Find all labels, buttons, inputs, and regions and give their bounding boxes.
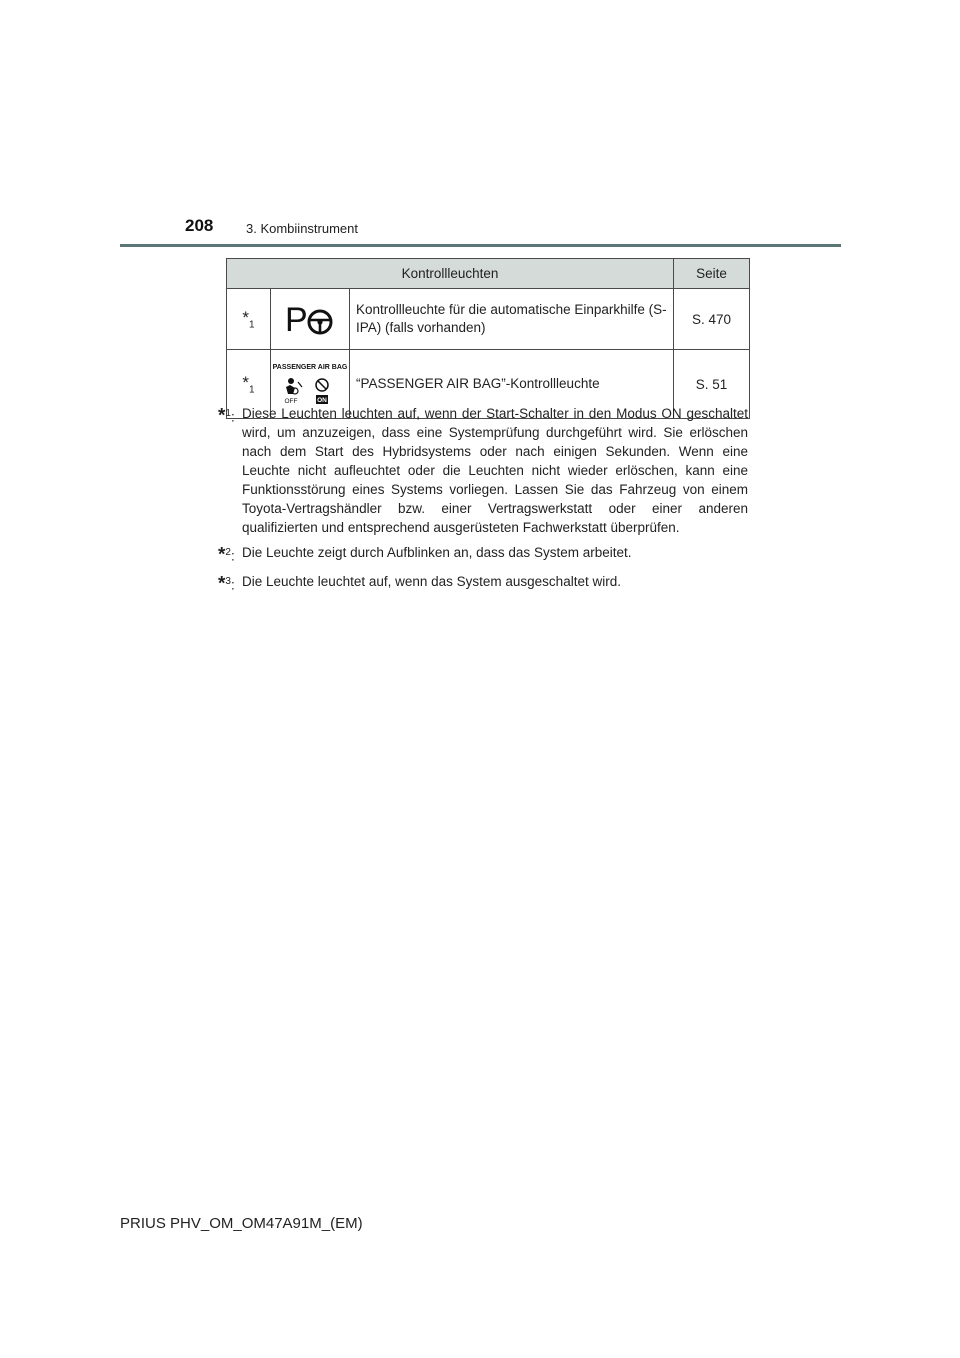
- airbag-occupant-icon: [286, 378, 302, 394]
- lamp-description: “PASSENGER AIR BAG”-Kontrollleuchte: [350, 350, 674, 419]
- footnote-3: *$^3$: Die Leuchte leuchtet auf, wenn das System ausgeschaltet wird.: [218, 572, 748, 595]
- footnote-text: Die Leuchte leuchtet auf, wenn das System ausgeschaltet wird.: [242, 573, 621, 589]
- airbag-disabled-icon: [316, 379, 328, 391]
- footnote-mark: $*_1$: [227, 289, 271, 350]
- footnote-2: *$^2$: Die Leuchte zeigt durch Aufblinken an, dass das System arbeitet.: [218, 543, 748, 566]
- airbag-off-label: OFF: [284, 397, 298, 405]
- airbag-label: PASSENGER AIR BAG: [272, 363, 348, 371]
- page-reference: S. 470: [674, 289, 750, 350]
- page-number: 208: [185, 216, 214, 235]
- footnote-text: Diese Leuchten leuchten auf, wenn der Start-Schalter in den Modus ON geschaltet wird, um anzuzeigen, dass eine Systemprüfung durchgeführt wird. Sie erlöschen nach dem Start des Hybridsystems oder nach einigen Sekunden. Wenn eine Leuchte nicht aufleuchtet oder die Leuchten nicht wieder erlöschen, kann eine Funktionsstörung eines Systems vorliegen. Lassen Sie das Fahrzeug von einem Toyota-Vertragshändler bzw. einer Vertragswerkstatt oder einer anderen qualifizierten und entsprechend ausgerüsteten Fachwerkstatt überprüfen.: [242, 406, 748, 535]
- lamp-description: Kontrollleuchte für die automatische Einparkhilfe (S-IPA) (falls vorhanden): [350, 289, 674, 350]
- icon-letter: P: [285, 300, 308, 336]
- airbag-on-label: ON: [317, 396, 327, 404]
- parking-assist-steering-icon: [271, 289, 350, 350]
- table-header-row: [227, 259, 750, 289]
- indicator-table: [226, 258, 750, 419]
- table-row: [227, 289, 750, 350]
- footnote-1: *$^1$: Diese Leuchten leuchten auf, wenn der Start-Schalter in den Modus ON geschaltet wird, um anzuzeigen, dass eine Systemprüfung durchgeführt wird. Sie erlöschen nach dem Start des Hybridsystems oder nach einigen Sekunden. Wenn eine Leuchte nicht aufleuchtet oder die Leuchten nicht wieder erlöschen, kann eine Funktionsstörung eines Systems vorliegen. Lassen Sie das Fahrzeug von einem Toyota-Vertragshändler bzw. einer Vertragswerkstatt oder einer anderen qualifizierten und entsprechend ausgerüsteten Fachwerkstatt überprüfen.: [218, 405, 748, 535]
- header-rule: [120, 244, 841, 247]
- footnote-text: Die Leuchte zeigt durch Aufblinken an, dass das System arbeitet.: [242, 545, 632, 560]
- footnotes: [218, 404, 748, 600]
- column-header-lamps: Kontrollleuchten: [227, 259, 674, 289]
- document-code: PRIUS PHV_OM_OM47A91M_(EM): [120, 1215, 363, 1232]
- page-reference: S. 51: [674, 350, 750, 419]
- section-title: 3. Kombiinstrument: [246, 221, 358, 236]
- footnote-mark: $*_1$: [227, 350, 271, 419]
- column-header-page: Seite: [674, 259, 750, 289]
